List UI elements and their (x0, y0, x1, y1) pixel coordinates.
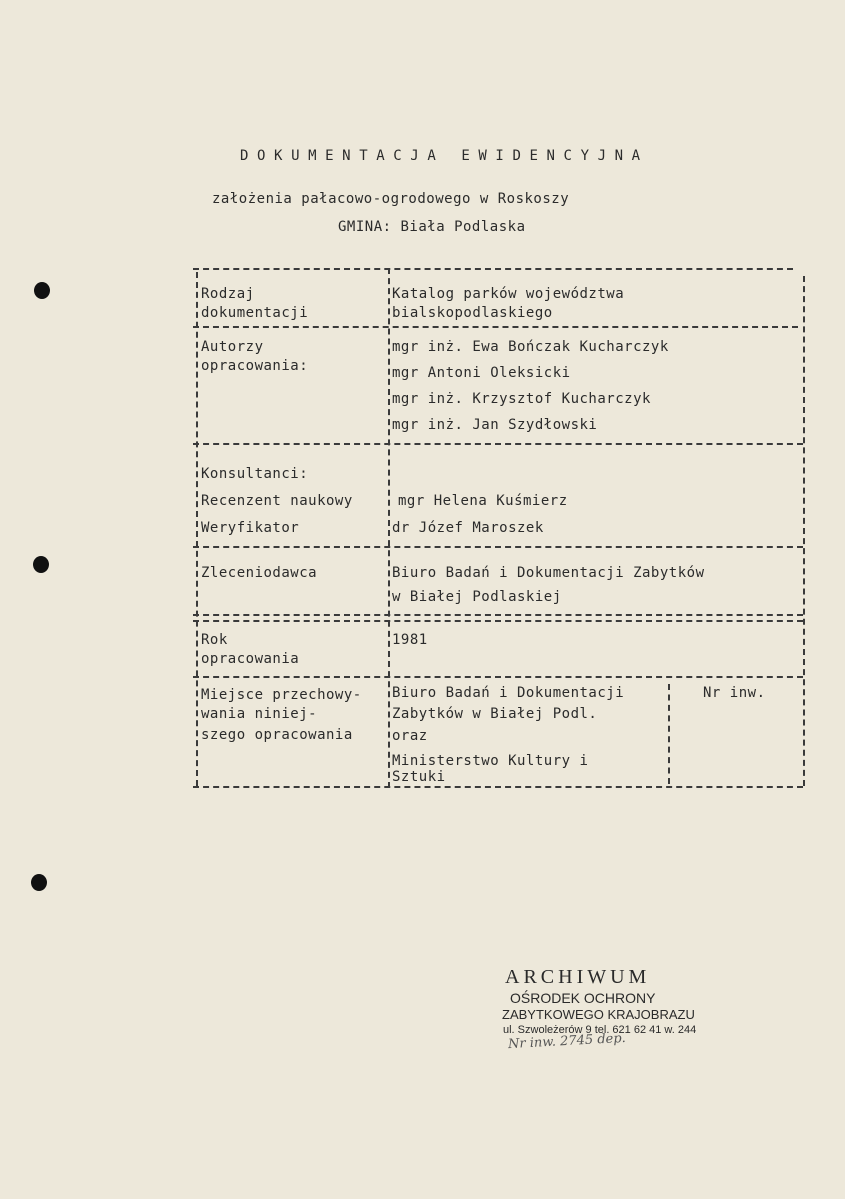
label-zleceniodawca: Zleceniodawca (201, 565, 318, 581)
value-konsultanci: dr Józef Maroszek (392, 520, 544, 536)
label-konsultanci: Weryfikator (201, 520, 300, 536)
value-rodzaj: bialskopodlaskiego (392, 305, 553, 321)
punch-hole-2 (33, 556, 49, 573)
stamp-line-3: ul. Szwoleżerów 9 tel. 621 62 41 w. 244 (503, 1024, 697, 1036)
value-autorzy: mgr inż. Jan Szydłowski (392, 417, 598, 433)
table-rule (193, 620, 803, 622)
document-subtitle: założenia pałacowo-ogrodowego w Roskoszy (212, 191, 570, 207)
value-zleceniodawca: Biuro Badań i Dokumentacji Zabytków (392, 565, 705, 581)
table-rule (193, 326, 798, 328)
table-rule (193, 443, 803, 445)
value-zleceniodawca: w Białej Podlaskiej (392, 589, 562, 605)
label-konsultanci: Recenzent naukowy (201, 493, 353, 509)
table-rule (196, 272, 198, 786)
table-rule (193, 614, 803, 616)
value-konsultanci: mgr Helena Kuśmierz (398, 493, 568, 509)
label-nr-inw: Nr inw. (703, 685, 766, 701)
table-rule (193, 786, 803, 788)
stamp-line-1: OŚRODEK OCHRONY (510, 990, 656, 1006)
value-autorzy: mgr Antoni Oleksicki (392, 365, 571, 381)
label-rok: opracowania (201, 651, 300, 667)
value-miejsce: Sztuki (392, 769, 446, 785)
handwritten-inventory-note: Nr inw. 2745 dep. (507, 1030, 627, 1053)
label-miejsce: wania niniej- (201, 706, 318, 722)
label-miejsce: szego opracowania (201, 727, 353, 743)
value-miejsce: Zabytków w Białej Podl. (392, 706, 598, 722)
punch-hole-1 (34, 282, 50, 299)
value-autorzy: mgr inż. Krzysztof Kucharczyk (392, 391, 651, 407)
table-rule (388, 268, 390, 788)
punch-hole-3 (31, 874, 47, 891)
stamp-line-2: ZABYTKOWEGO KRAJOBRAZU (502, 1007, 695, 1022)
value-miejsce: oraz (392, 728, 428, 744)
value-rodzaj: Katalog parków województwa (392, 286, 625, 302)
value-miejsce: Biuro Badań i Dokumentacji (392, 685, 625, 701)
label-rodzaj: Rodzaj (201, 286, 255, 302)
table-rule (193, 676, 803, 678)
value-miejsce: Ministerstwo Kultury i (392, 753, 589, 769)
stamp-heading: ARCHIWUM (505, 966, 651, 988)
label-miejsce: Miejsce przechowy- (201, 687, 362, 703)
label-rok: Rok (201, 632, 228, 648)
label-konsultanci: Konsultanci: (201, 466, 309, 482)
label-rodzaj: dokumentacji (201, 305, 309, 321)
document-gmina: GMINA: Biała Podlaska (338, 219, 526, 235)
value-autorzy: mgr inż. Ewa Bończak Kucharczyk (392, 339, 669, 355)
value-rok: 1981 (392, 632, 428, 648)
document-title: DOKUMENTACJA EWIDENCYJNA (240, 148, 649, 164)
table-rule (668, 684, 670, 784)
label-autorzy: opracowania: (201, 358, 309, 374)
table-rule (803, 276, 805, 786)
table-rule (193, 546, 803, 548)
label-autorzy: Autorzy (201, 339, 264, 355)
table-rule (193, 268, 793, 270)
